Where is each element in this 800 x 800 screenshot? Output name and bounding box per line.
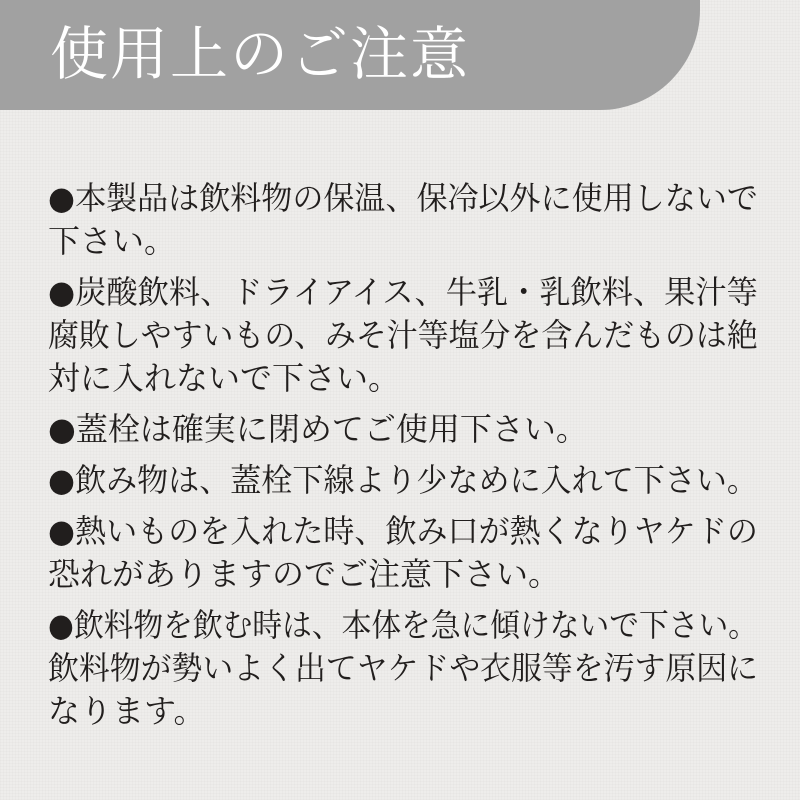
notice-line: なります。 [48, 692, 206, 730]
header-banner [0, 0, 700, 110]
notice-line: 恐れがありますのでご注意下さい。 [48, 555, 561, 593]
notice-line: 対に入れないで下さい。 [48, 359, 401, 397]
notice-item [48, 177, 758, 263]
notice-line: 下さい。 [48, 222, 177, 260]
notice-line: 腐敗しやすいもの、みそ汁等塩分を含んだものは絶 [48, 316, 758, 354]
notice-item [48, 604, 758, 733]
notice-line: ●蓋栓は確実に閉めてご使用下さい。 [48, 410, 588, 448]
notice-item [48, 510, 758, 596]
notice-item [48, 271, 758, 400]
notice-line: 飲料物が勢いよく出てヤケドや衣服等を汚す原因に [48, 649, 759, 687]
notice-line: ●飲み物は、蓋栓下線より少なめに入れて下さい。 [48, 461, 758, 499]
notice-list [0, 110, 800, 741]
notice-item [48, 408, 758, 451]
notice-line: ●炭酸飲料、ドライアイス、牛乳・乳飲料、果汁等 [48, 273, 758, 311]
page-title: 使用上のご注意 [50, 20, 471, 88]
notice-line: ●本製品は飲料物の保温、保冷以外に使用しないで [48, 179, 758, 217]
notice-line: ●飲料物を飲む時は、本体を急に傾けないで下さい。 [48, 606, 758, 644]
notice-line: ●熱いものを入れた時、飲み口が熱くなりヤケドの [48, 512, 758, 550]
notice-item [48, 459, 758, 502]
